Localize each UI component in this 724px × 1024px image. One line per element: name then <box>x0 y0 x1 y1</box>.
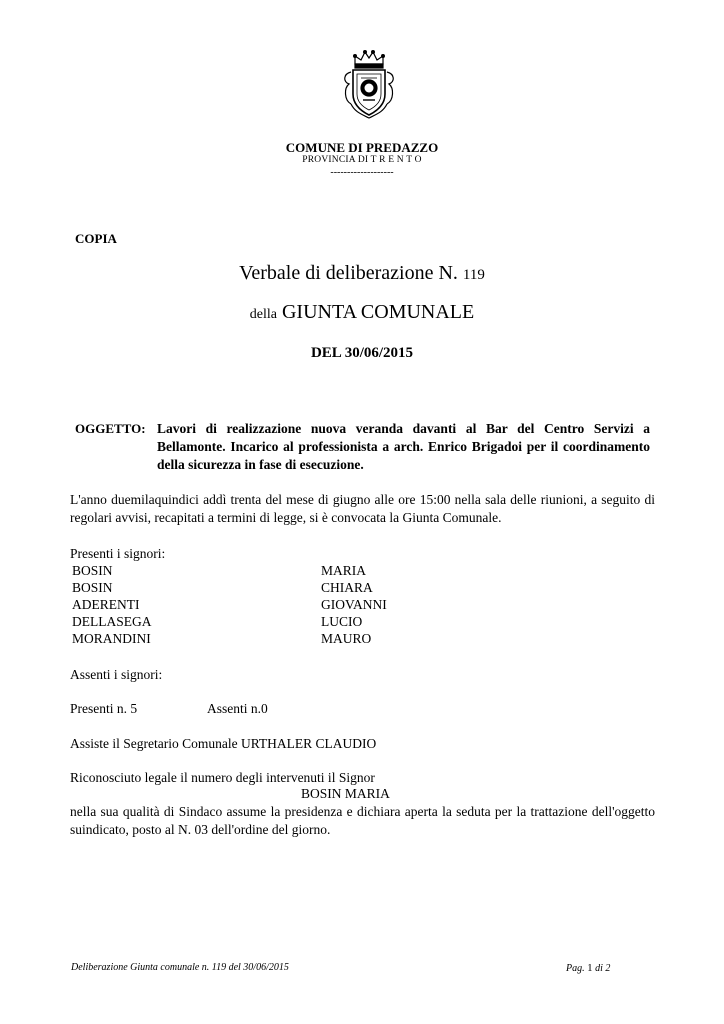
governing-body-prefix: della <box>249 307 277 322</box>
present-count: Presenti n. 5 <box>70 701 138 716</box>
document-title <box>0 262 724 285</box>
present-name: LUCIO <box>321 614 363 629</box>
absent-count: Assenti n.0 <box>207 701 268 716</box>
secretary-line: Assiste il Segretario Comunale URTHALER CLAUDIO <box>70 736 377 751</box>
header-separator: ------------------- <box>330 167 394 178</box>
subject-label: OGGETTO: <box>75 421 146 436</box>
present-surname: BOSIN <box>72 580 113 595</box>
meeting-date: DEL 30/06/2015 <box>310 345 414 361</box>
municipality-title: COMUNE DI PREDAZZO <box>285 140 439 155</box>
present-name: MARIA <box>321 563 367 578</box>
president-name: BOSIN MARIA <box>301 786 390 801</box>
page-prefix: Pag. <box>566 963 585 974</box>
absent-label: Assenti i signori: <box>70 667 163 682</box>
document-title-prefix: Verbale di deliberazione N. <box>239 262 458 284</box>
present-name: CHIARA <box>321 580 373 595</box>
meeting-intro: L'anno duemilaquindici addì trenta del mese di giugno alle ore 15:00 nella sala delle riunioni, a seguito di regolari avvisi, recapitati a termini di legge, si è convocata la Giunta Comunale. <box>70 492 655 525</box>
quorum-line: Riconosciuto legale il numero degli intervenuti il Signor <box>70 770 375 785</box>
present-label: Presenti i signori: <box>70 546 166 561</box>
municipal-crest-logo <box>341 48 397 122</box>
province-subtitle: PROVINCIA DI T R E N T O <box>302 155 422 165</box>
present-surname: ADERENTI <box>72 597 140 612</box>
page-indicator <box>566 962 610 974</box>
present-name: GIOVANNI <box>321 597 387 612</box>
presidency-text: nella sua qualità di Sindaco assume la presidenza e dichiara aperta la seduta per la trattazione dell'oggetto suindicato, posto al N. 03 dell'ordine del giorno. <box>70 804 655 837</box>
present-name: MAURO <box>321 631 372 646</box>
governing-body <box>0 301 724 324</box>
present-surname: BOSIN <box>72 563 113 578</box>
deliberation-number: 119 <box>462 267 485 283</box>
copy-label: COPIA <box>75 231 117 246</box>
page-number: 1 <box>587 962 593 974</box>
present-surname: MORANDINI <box>72 631 151 646</box>
page-suffix: di 2 <box>595 963 611 974</box>
footer-reference: Deliberazione Giunta comunale n. 119 del 30/06/2015 <box>71 962 289 973</box>
present-surname: DELLASEGA <box>72 614 152 629</box>
governing-body-name: GIUNTA COMUNALE <box>281 301 475 323</box>
subject-text: Lavori di realizzazione nuova veranda davanti al Bar del Centro Servizi a Bellamonte. Incarico al professionista a arch. Enrico Brigadoi per il coordinamento della sicurezza in fase di esecuzione. <box>157 421 650 472</box>
